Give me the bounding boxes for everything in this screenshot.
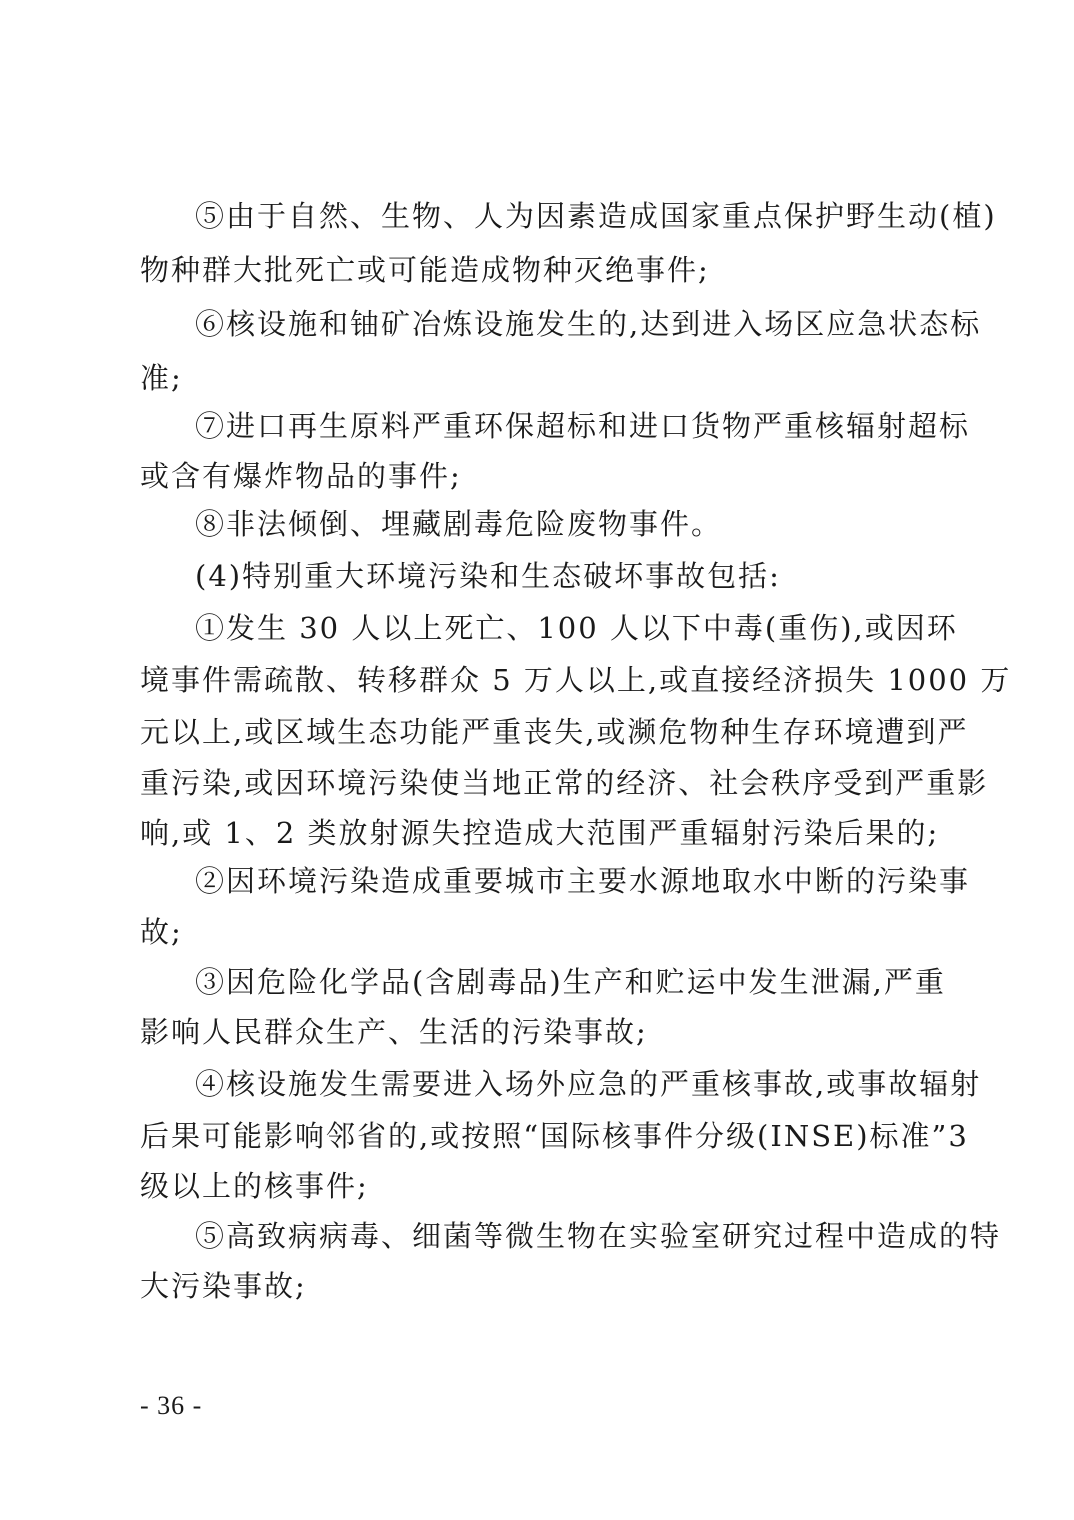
text-line: ⑧非法倾倒、埋藏剧毒危险废物事件。 bbox=[195, 507, 723, 541]
text-line: ⑤由于自然、生物、人为因素造成国家重点保护野生动(植) bbox=[195, 199, 997, 233]
page-number: - 36 - bbox=[140, 1391, 203, 1420]
text-line: 准; bbox=[140, 361, 183, 395]
text-line: 后果可能影响邻省的,或按照“国际核事件分级(INSE)标准”3 bbox=[140, 1119, 969, 1153]
text-line: ⑥核设施和铀矿冶炼设施发生的,达到进入场区应急状态标 bbox=[195, 307, 982, 341]
text-line: 重污染,或因环境污染使当地正常的经济、社会秩序受到严重影 bbox=[140, 766, 989, 800]
text-line: 元以上,或区域生态功能严重丧失,或濒危物种生存环境遭到严 bbox=[140, 715, 969, 749]
text-line: 级以上的核事件; bbox=[140, 1169, 369, 1203]
text-line: 故; bbox=[140, 915, 183, 949]
text-line: ⑤高致病病毒、细菌等微生物在实验室研究过程中造成的特 bbox=[195, 1219, 1002, 1253]
text-line: ③因危险化学品(含剧毒品)生产和贮运中发生泄漏,严重 bbox=[195, 965, 946, 999]
text-line: 物种群大批死亡或可能造成物种灭绝事件; bbox=[140, 253, 710, 287]
text-line: 或含有爆炸物品的事件; bbox=[140, 459, 462, 493]
text-line: ①发生 30 人以上死亡、100 人以下中毒(重伤),或因环 bbox=[195, 611, 958, 645]
text-line: 大污染事故; bbox=[140, 1269, 307, 1303]
text-line: (4)特别重大环境污染和生态破坏事故包括: bbox=[195, 559, 781, 593]
text-line: ⑦进口再生原料严重环保超标和进口货物严重核辐射超标 bbox=[195, 409, 971, 443]
text-line: 影响人民群众生产、生活的污染事故; bbox=[140, 1015, 648, 1049]
text-line: 境事件需疏散、转移群众 5 万人以上,或直接经济损失 1000 万 bbox=[140, 663, 1012, 697]
text-line: ②因环境污染造成重要城市主要水源地取水中断的污染事 bbox=[195, 864, 971, 898]
text-line: 响,或 1、2 类放射源失控造成大范围严重辐射污染后果的; bbox=[140, 816, 940, 850]
text-line: ④核设施发生需要进入场外应急的严重核事故,或事故辐射 bbox=[195, 1067, 982, 1101]
